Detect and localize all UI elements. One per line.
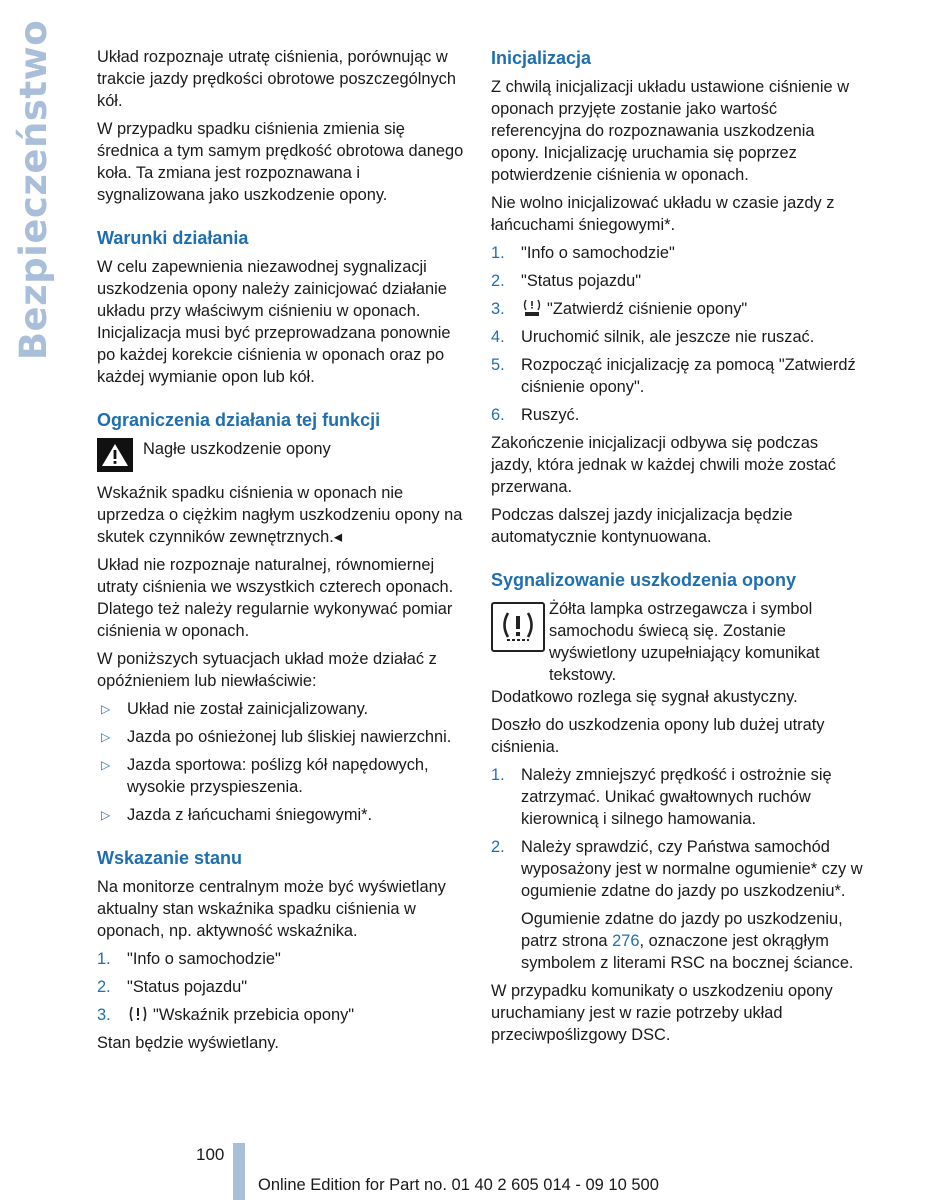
warning-title: Nagłe uszkodzenie opony <box>143 440 331 458</box>
tire-pressure-icon <box>127 1005 149 1023</box>
rsc-paragraph: Ogumienie zdatne do jazdy po uszkodzeniu, patrz strona 276, oznaczone jest okrągłym symbolem z literami RSC na bocznej ściance. <box>521 910 854 972</box>
intro-paragraph-2: W przypadku spadku ciśnienia zmienia się średnica a tym samym prędkość obrotowa danego koła. Ta zmiana jest rozpoznawana i sygnalizowana jako uszkodzenie opony. <box>97 120 464 204</box>
init-steps-list <box>491 242 863 426</box>
conditions-paragraph: W celu zapewnienia niezawodnej sygnalizacji uszkodzenia opony należy zainicjować działanie układu przy właściwym ciśnieniu w oponach. Inicjalizacja musi być przeprowadzana ponownie po każdej korekcie ciśnienia w oponach oraz po każdej wymianie opon lub kół. <box>97 258 451 386</box>
init-paragraph-1: Z chwilą inicjalizacji układu ustawione ciśnienie w oponach przyjęte zostanie jako wartość referencyjna do rozpoznawania uszkodzenia opony. Inicjalizację uruchamia się poprzez potwierdzenie ciśnienia w oponach. <box>491 78 850 184</box>
init-paragraph-2: Nie wolno inicjalizować układu w czasie jazdy z łańcuchami śniegowymi*. <box>491 194 835 234</box>
heading-status: Wskazanie stanu <box>97 848 243 868</box>
warning-triangle-icon <box>97 438 133 472</box>
list-item: ▷ Jazda po ośnieżonej lub śliskiej nawierzchni. <box>101 728 452 746</box>
list-item: ▷ Jazda sportowa: poślizg kół napędowych, wysokie przyspieszenia. <box>101 756 429 796</box>
page-number: 100 <box>196 1145 225 1164</box>
signal-steps-list <box>491 764 863 902</box>
limits-paragraph-1: Układ nie rozpoznaje naturalnej, równomiernej utraty ciśnienia we wszystkich czterech oponach. Dlatego też należy regularnie wykonywać pomiar ciśnienia w oponach. <box>97 556 454 640</box>
intro-paragraph-1: Układ rozpoznaje utratę ciśnienia, porównując w trakcie jazdy prędkości obrotowe poszczególnych kół. <box>97 48 456 110</box>
status-end-paragraph: Stan będzie wyświetlany. <box>97 1034 279 1052</box>
right-column <box>491 46 863 1052</box>
warning-note <box>97 438 467 478</box>
init-paragraph-3: Zakończenie inicjalizacji odbywa się podczas jazdy, która jednak w każdej chwili może zostać przerwana. <box>491 434 836 496</box>
list-item: 1. Należy zmniejszyć prędkość i ostrożnie się zatrzymać. Unikać gwałtownych ruchów kierownicą i silnego hamowania. <box>491 766 832 828</box>
list-item: 3. "Zatwierdź ciśnienie opony" <box>491 300 748 318</box>
heading-init: Inicjalizacja <box>491 48 592 68</box>
signal-paragraph-1: Żółta lampka ostrzegawcza i symbol samochodu świecą się. Zostanie wyświetlony uzupełniający komunikat tekstowy. <box>549 600 820 684</box>
list-item: 3. "Wskaźnik przebicia opony" <box>97 1006 355 1024</box>
page-reference-link[interactable]: 276 <box>612 932 640 950</box>
list-item: 4. Uruchomić silnik, ale jeszcze nie ruszać. <box>491 328 815 346</box>
bullet-triangle-icon: ▷ <box>101 702 111 716</box>
bullet-triangle-icon: ▷ <box>101 808 111 822</box>
warning-text: Wskaźnik spadku ciśnienia w oponach nie uprzedza o ciężkim nagłym uszkodzeniu opony na skutek czynników zewnętrznych.◂ <box>97 484 463 546</box>
section-side-title <box>4 19 64 361</box>
list-item: 2. "Status pojazdu" <box>97 978 248 996</box>
init-paragraph-4: Podczas dalszej jazdy inicjalizacja będzie automatycznie kontynuowana. <box>491 506 793 546</box>
signal-end-paragraph: W przypadku komunikaty o uszkodzeniu opony uruchamiany jest w razie potrzeby układ przeciwpoślizgowy DSC. <box>491 982 833 1044</box>
footer-accent-bar <box>233 1143 245 1200</box>
list-item: 1. "Info o samochodzie" <box>491 244 675 262</box>
footer-edition-text: Online Edition for Part no. 01 40 2 605 014 - 09 10 500 <box>258 1176 659 1194</box>
list-item: ▷ Jazda z łańcuchami śniegowymi*. <box>101 806 373 824</box>
tire-pressure-init-icon <box>521 299 543 317</box>
tire-pressure-warning-icon <box>491 602 545 652</box>
list-item: 2. "Status pojazdu" <box>491 272 642 290</box>
status-paragraph: Na monitorze centralnym może być wyświetlany aktualny stan wskaźnika spadku ciśnienia w oponach, np. aktywność wskaźnika. <box>97 878 446 940</box>
list-item: 5. Rozpocząć inicjalizację za pomocą "Zatwierdź ciśnienie opony". <box>491 356 856 396</box>
section-side-title-text: Bezpieczeństwo <box>12 19 55 361</box>
bullet-triangle-icon: ▷ <box>101 758 111 772</box>
bullet-triangle-icon: ▷ <box>101 730 111 744</box>
heading-conditions: Warunki działania <box>97 228 249 248</box>
status-steps-list <box>97 948 467 1026</box>
list-item: 6. Ruszyć. <box>491 406 580 424</box>
limits-bullet-list <box>97 698 467 826</box>
list-item: 1. "Info o samochodzie" <box>97 950 281 968</box>
list-item: 2. Należy sprawdzić, czy Państwa samochód wyposażony jest w normalne ogumienie* czy w ogumienie zdatne do jazdy po uszkodzeniu*. <box>491 838 863 900</box>
signal-note <box>491 598 863 686</box>
heading-signal: Sygnalizowanie uszkodzenia opony <box>491 570 797 590</box>
heading-limits: Ograniczenia działania tej funkcji <box>97 410 381 430</box>
signal-paragraph-3: Doszło do uszkodzenia opony lub dużej utraty ciśnienia. <box>491 716 825 756</box>
signal-paragraph-2: Dodatkowo rozlega się sygnał akustyczny. <box>491 688 798 706</box>
left-column <box>97 46 467 1060</box>
list-item: ▷ Układ nie został zainicjalizowany. <box>101 700 369 718</box>
limits-paragraph-2: W poniższych sytuacjach układ może działać z opóźnieniem lub niewłaściwie: <box>97 650 437 690</box>
